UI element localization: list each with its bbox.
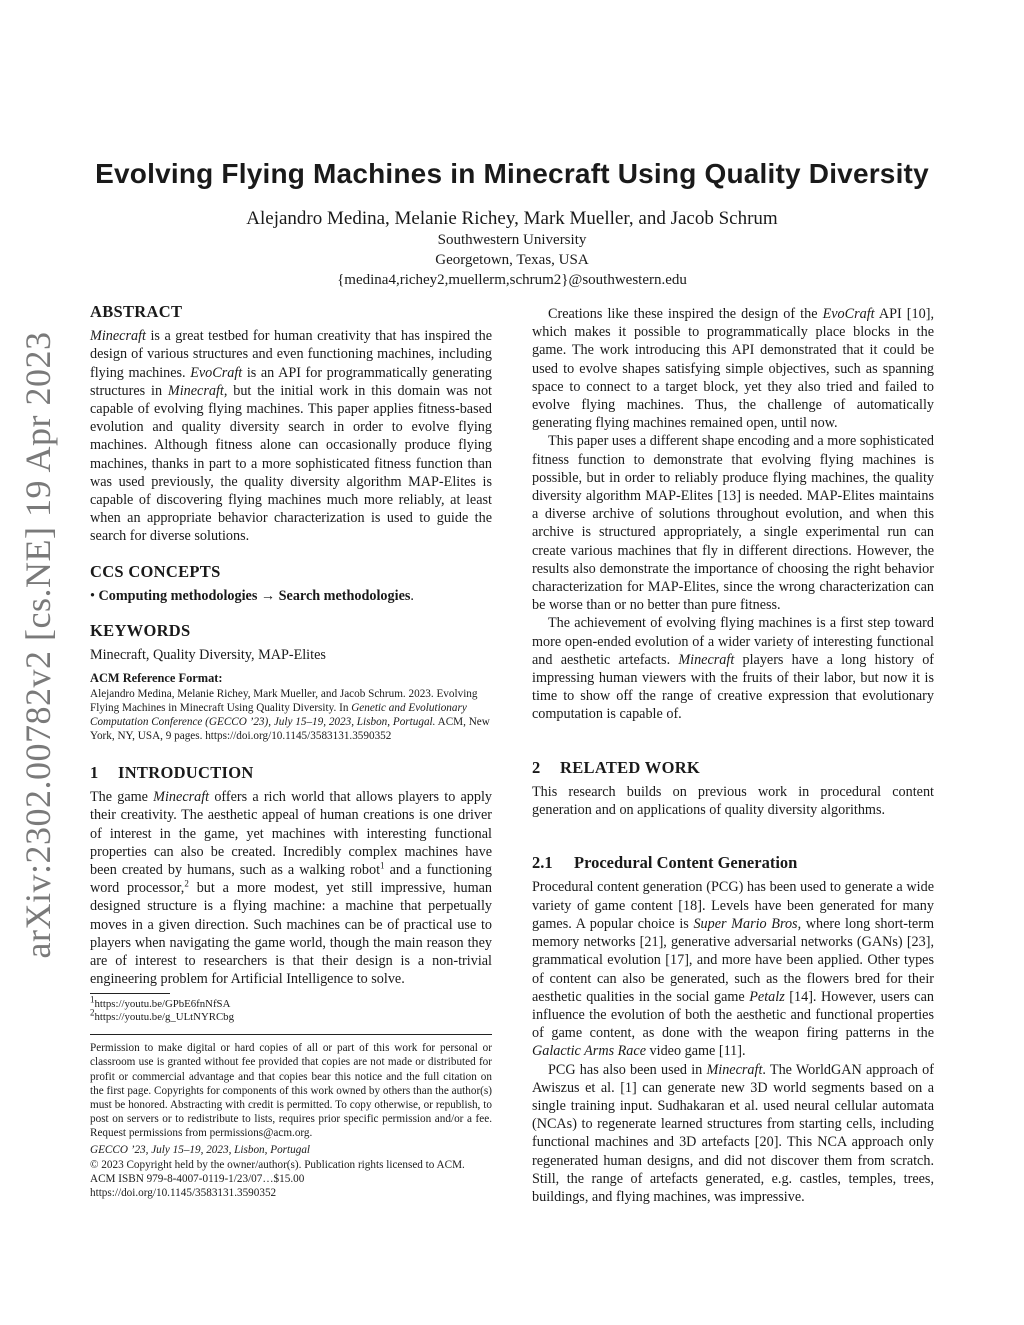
affiliation-emails: {medina4,richey2,muellerm,schrum2}@southwestern.edu <box>337 272 687 288</box>
paper-title: Evolving Flying Machines in Minecraft Using Quality Diversity <box>95 158 929 189</box>
abstract-heading: ABSTRACT <box>90 302 183 321</box>
acm-reference-heading: ACM Reference Format: <box>90 671 223 686</box>
right-paragraph-3: The achievement of evolving flying machines is a first step toward more open-ended evolution of a wider variety of interesting functional and aesthetic artefacts. Minecraft players have a long history of impressing human viewers with the fruits of their labor, but now it is time to show off the range of creative expression that evolutionary computation is capable of. <box>532 615 935 723</box>
author-list: Alejandro Medina, Melanie Richey, Mark Mueller, and Jacob Schrum <box>246 208 778 229</box>
arxiv-stamp-text: arXiv:2302.00782v2 [cs.NE] 19 Apr 2023 <box>18 331 58 959</box>
conference-line: GECCO ’23, July 15–19, 2023, Lisbon, Portugal <box>90 1144 311 1157</box>
acm-reference: ACM Reference Format: Alejandro Medina, Melanie Richey, Mark Mueller, and Jacob Schrum. 2023. Evolving Flying Machines in Minecraft Using Quality Diversity. In Genetic and Evolutionary Computation Conference (GECCO ’23), July 15–19, 2023, Lisbon, Portugal. ACM, New York, NY, USA, 9 pages. https://doi.org/10.1145/3583131.3590352 <box>90 671 490 742</box>
ccs-text: • Computing methodologies → Search methodologies. <box>90 587 414 604</box>
keywords-text: Minecraft, Quality Diversity, MAP-Elites <box>90 647 326 664</box>
affiliation-university: Southwestern University <box>437 232 587 248</box>
footnotes <box>90 993 492 1024</box>
permission-block <box>90 1034 492 1200</box>
abstract-text: Minecraft is a great testbed for human creativity that has inspired the design of various structures and even functioning machines, including flying machines. EvoCraft is an API for programmatically generating structures in Minecraft, but the initial work in this domain was not capable of evolving flying machines. This paper applies fitness-based evolution and quality diversity search in order to evolve flying machines. Although fitness alone can occasionally produce flying machines, thanks in part to a more sophisticated fitness function than was used previously, the quality diversity algorithm MAP-Elites is capable of discovering flying machines much more reliably, at least when an appropriate behavior characterization is used to guide the search for diverse solutions. <box>90 328 492 545</box>
right-paragraph-1: Creations like these inspired the design of the EvoCraft API [10], which makes it possible to programmatically place blocks in the game. The work introducing this API demonstrated that it could be used to evolve shapes satisfying simple objectives, such as spanning space to connect to a target block, yet they also tried and failed to evolve flying machines. Thus, the challenge of automatically generating flying machines remained open, until now. <box>532 306 934 432</box>
pcg-heading: 2.1 Procedural Content Generation <box>532 853 798 873</box>
pcg-paragraph-1: Procedural content generation (PCG) has been used to generate a wide variety of game content [18]. Levels have been generated for many games. A popular choice is Super Mario Bros, where long short-term memory networks [21], generative adversarial networks (GANs) [23], grammatical evolution [17], and more have been applied. Other types of content can also be generated, such as the flowers bred for their aesthetic qualities in the social game Petalz [14]. However, users can influence the evolution of both the aesthetic and functional properties of game content, as done with the weapon firing patterns in the Galactic Arms Race video game [11]. <box>532 879 934 1060</box>
intro-heading: 1 INTRODUCTION <box>90 762 254 782</box>
doi-link[interactable]: https://doi.org/10.1145/3583131.3590352 <box>90 1187 277 1200</box>
footnote-1[interactable]: $^1$https://youtu.be/GPbE6fnNfSA <box>90 994 231 1011</box>
footnote-2[interactable]: $^2$https://youtu.be/g_ULtNYRCbg <box>90 1007 234 1024</box>
related-work-text: This research builds on previous work in procedural content generation and on applications of quality diversity algorithms. <box>532 783 934 819</box>
right-column <box>532 305 934 1206</box>
isbn-line: ACM ISBN 979-8-4007-0119-1/23/07…$15.00 <box>90 1173 305 1186</box>
arxiv-stamp <box>8 331 68 959</box>
copyright-line: © 2023 Copyright held by the owner/author(s). Publication rights licensed to ACM. <box>90 1159 465 1172</box>
right-paragraph-2: This paper uses a different shape encoding and a more sophisticated fitness function to demonstrate that evolving flying machines is possible, but in order to reliably produce flying machines, the quality diversity algorithm MAP-Elites [13] is needed. MAP-Elites maintains a diverse archive of solutions throughout evolution, and when this archive is structured appropriately, a single experimental run can create various machines that fly in different directions. However, the results also demonstrate the importance of choosing the right behavior characterization for MAP-Elites, since the wrong characterization can be worse than or no better than pure fitness. <box>532 433 934 614</box>
intro-text: The game Minecraft offers a rich world that allows players to apply their creativity. The aesthetic appeal of human creations is one driver of interest in the game, yet machines with interesting functional properties can also be created. Incredibly complex machines have been created by humans, such as a walking robot$^1$ and a functioning word processor,$^2$ but a more modest, yet still impressive, human designed structure is a flying machine: a machine that perpetually moves in a given direction. Such machines can be of practical use to players when navigating the game world, though the main reason they are of interest to researchers is that their design is a non-trivial engineering problem for Artificial Intelligence to solve. <box>90 789 492 988</box>
ccs-heading: CCS CONCEPTS <box>90 561 221 581</box>
affiliation-location: Georgetown, Texas, USA <box>435 252 589 268</box>
keywords-heading: KEYWORDS <box>90 621 191 641</box>
related-work-heading: 2 RELATED WORK <box>532 757 701 777</box>
permission-text: Permission to make digital or hard copies of all or part of this work for personal or classroom use is granted without fee provided that copies are not made or distributed for profit or commercial advantage and that copies bear this notice and the full citation on the first page. Copyrights for components of this work owned by others than the author(s) must be honored. Abstracting with credit is permitted. To copy otherwise, or republish, to post on servers or to redistribute to lists, requires prior specific permission and/or a fee. Request permissions from permissions@acm.org. <box>90 1042 492 1139</box>
left-column <box>90 303 492 1200</box>
pcg-paragraph-2: PCG has also been used in Minecraft. The WorldGAN approach of Awiszus et al. [1] can generate new 3D world segments based on a single training input. Sudhakaran et al. used neural cellular automata (NCAs) to regenerate learned structures from starting cells, including functional machines and 3D artefacts [20]. This NCA approach only regenerated human designs, and did not discover them from scratch. Still, the range of artefacts generated, e.g. castles, temples, trees, buildings, and flying machines, was impressive. <box>532 1061 934 1205</box>
